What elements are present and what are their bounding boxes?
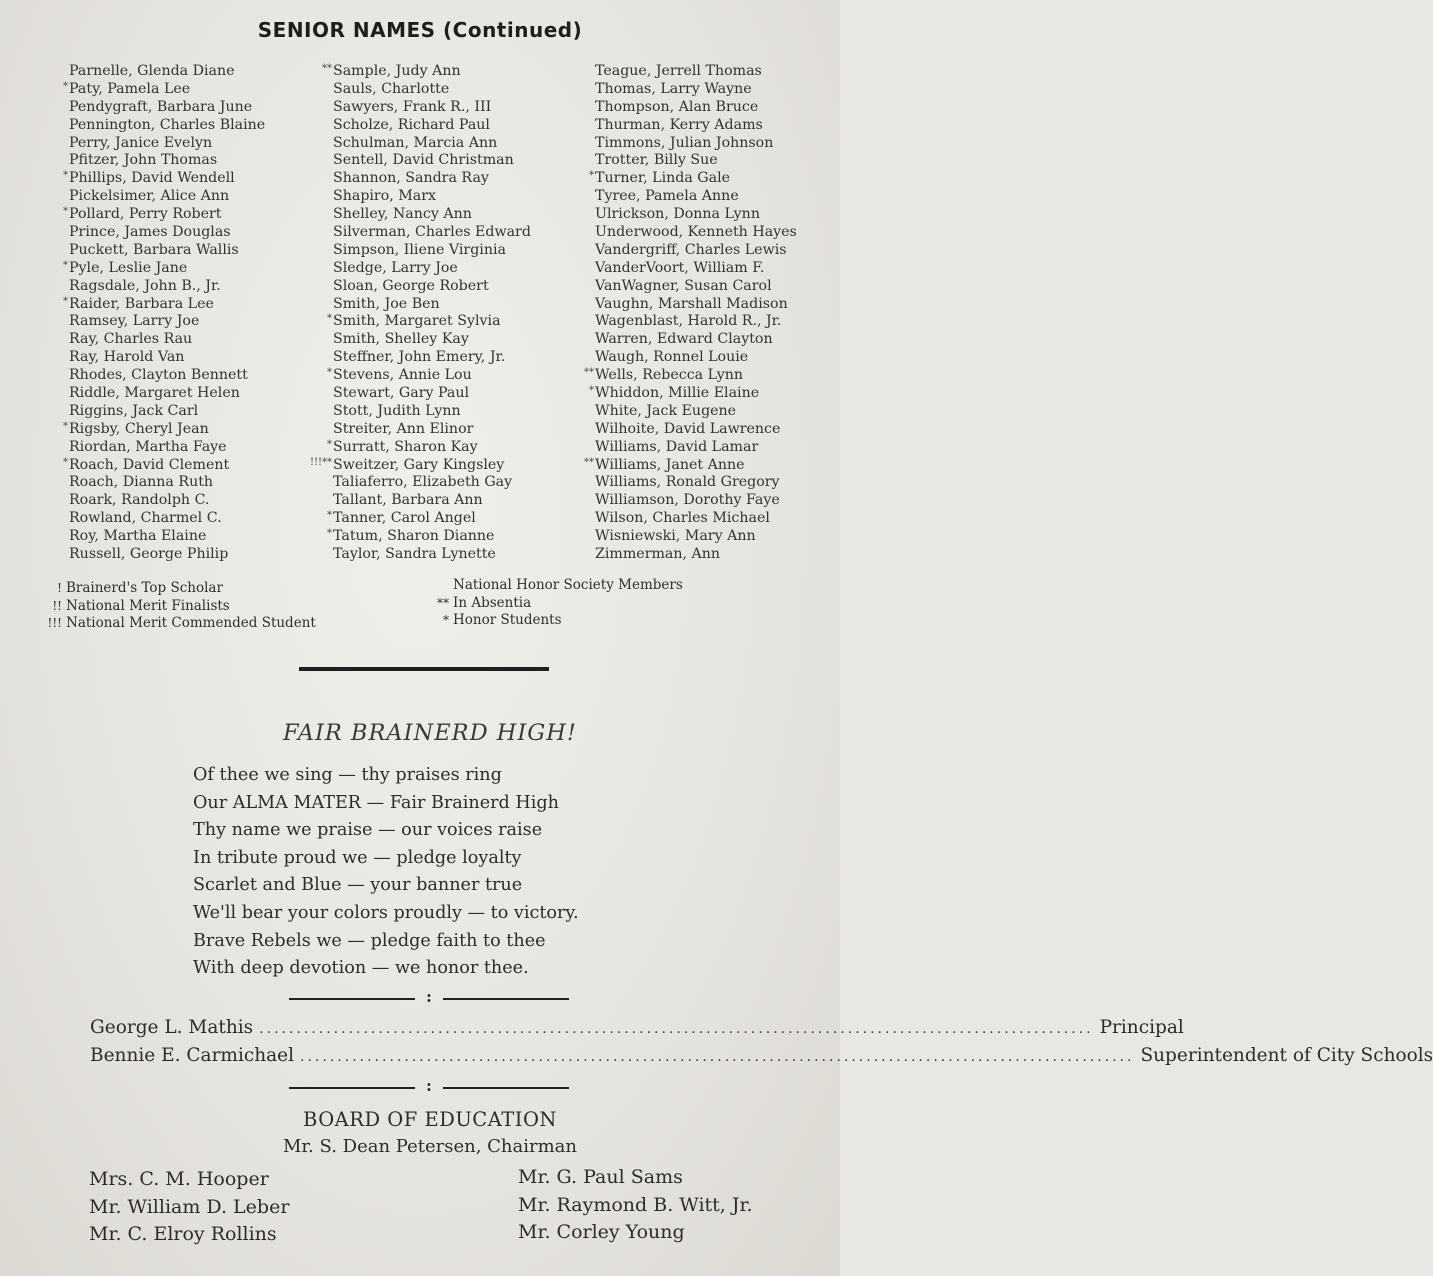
legend-item	[38, 580, 316, 598]
senior-name-row	[69, 135, 265, 153]
senior-name-row	[69, 367, 265, 385]
honor-mark: *	[327, 313, 332, 325]
senior-name: Simpson, Iliene Virginia	[333, 241, 506, 258]
senior-name: Steffner, John Emery, Jr.	[333, 349, 506, 366]
officer-title: Principal	[1099, 1017, 1184, 1038]
senior-name: Parnelle, Glenda Diane	[69, 63, 235, 79]
legend-text: National Merit Commended Student	[66, 615, 316, 632]
senior-name: Russell, George Philip	[69, 546, 229, 563]
senior-name: Wells, Rebecca Lynn	[595, 367, 744, 384]
senior-name-row	[69, 117, 265, 135]
legend-text: National Honor Society Members	[453, 577, 683, 593]
legend-item	[38, 615, 316, 633]
senior-name-row	[589, 385, 797, 403]
senior-name: Sauls, Charlotte	[333, 80, 450, 97]
senior-name-row	[595, 492, 797, 510]
senior-name-row	[595, 296, 797, 314]
lyric-line: Brave Rebels we — pledge faith to thee	[193, 930, 546, 951]
senior-name: Teague, Jerrell Thomas	[595, 63, 762, 79]
board-member: Mr. Corley Young	[518, 1221, 685, 1243]
senior-name-row	[595, 403, 797, 421]
senior-name-row	[584, 456, 797, 475]
honor-mark: *	[63, 80, 68, 92]
senior-name: Ramsey, Larry Joe	[69, 313, 200, 330]
legend-mark: !!	[52, 598, 62, 613]
senior-name: Zimmerman, Ann	[595, 546, 721, 563]
senior-name-row	[327, 438, 531, 457]
senior-name-row	[333, 224, 531, 242]
senior-name: Pickelsimer, Alice Ann	[69, 188, 230, 205]
separator-colon: :	[426, 987, 432, 1006]
senior-name-row	[69, 63, 265, 81]
honor-mark: **	[584, 367, 594, 379]
senior-name: Pollard, Perry Robert	[69, 206, 222, 223]
senior-name-row	[322, 63, 531, 81]
senior-name-row	[333, 492, 531, 510]
lyric-line: In tribute proud we — pledge loyalty	[193, 847, 522, 868]
senior-name: Whiddon, Millie Elaine	[595, 385, 760, 402]
senior-name-row	[595, 474, 797, 492]
separator-2	[289, 1076, 569, 1095]
senior-name-row	[69, 546, 265, 564]
legend-item	[425, 595, 683, 613]
senior-name-row	[327, 528, 531, 546]
senior-name-row	[333, 242, 531, 260]
senior-name: Tyree, Pamela Anne	[595, 188, 739, 205]
honor-mark: *	[327, 510, 332, 522]
senior-name-row	[333, 188, 531, 206]
senior-name-row	[69, 188, 265, 206]
senior-name: Riggins, Jack Carl	[69, 402, 199, 419]
senior-name: Rhodes, Clayton Bennett	[69, 367, 248, 384]
legend-mark: **	[437, 595, 449, 610]
senior-name: Taylor, Sandra Lynette	[333, 546, 496, 563]
senior-name: Surratt, Sharon Kay	[333, 438, 478, 455]
honor-mark: *	[63, 206, 68, 218]
officer-principal	[90, 1017, 1184, 1038]
senior-name-row	[595, 117, 797, 135]
senior-name: Wilson, Charles Michael	[595, 510, 770, 527]
senior-name-row	[69, 510, 265, 528]
senior-name: Sweitzer, Gary Kingsley	[333, 456, 505, 473]
senior-name-row	[333, 170, 531, 188]
senior-name: Vandergriff, Charles Lewis	[595, 241, 787, 258]
senior-name-row	[595, 528, 797, 546]
senior-name-row	[333, 403, 531, 421]
senior-name: Phillips, David Wendell	[69, 170, 235, 187]
senior-name: Perry, Janice Evelyn	[69, 134, 213, 151]
senior-name: Thompson, Alan Bruce	[595, 98, 759, 115]
legend-text: Brainerd's Top Scholar	[66, 580, 223, 596]
honor-mark: !!!**	[309, 456, 332, 468]
senior-name-row	[595, 260, 797, 278]
senior-name: Timmons, Julian Johnson	[595, 134, 774, 151]
senior-name: VanderVoort, William F.	[595, 259, 765, 276]
senior-name: Wisniewski, Mary Ann	[595, 528, 756, 545]
senior-name: Ulrickson, Donna Lynn	[595, 206, 760, 223]
legend-text: Honor Students	[453, 612, 562, 629]
separator-line-right	[443, 1087, 569, 1089]
senior-name-row	[63, 170, 265, 188]
senior-name-row	[69, 99, 265, 117]
senior-name-row	[595, 510, 797, 528]
senior-name: Williams, Ronald Gregory	[595, 474, 780, 491]
senior-name: Ragsdale, John B., Jr.	[69, 277, 221, 294]
senior-name-row	[69, 242, 265, 260]
senior-name-row	[69, 224, 265, 242]
senior-name-row	[69, 385, 265, 403]
senior-name: Shapiro, Marx	[333, 188, 437, 205]
senior-name: Smith, Shelley Kay	[333, 331, 469, 348]
legend-text: National Merit Finalists	[66, 597, 230, 614]
senior-name-row	[309, 456, 531, 475]
senior-name-row	[333, 385, 531, 403]
honor-mark: *	[63, 259, 68, 271]
board-members-right	[518, 1164, 753, 1247]
legend-text: In Absentia	[453, 594, 532, 611]
senior-name-row	[333, 81, 531, 99]
senior-name-row	[69, 439, 265, 457]
senior-name: Tanner, Carol Angel	[333, 510, 476, 527]
page-title: SENIOR NAMES (Continued)	[257, 18, 583, 42]
officer-title: Superintendent of City Schools	[1140, 1045, 1433, 1066]
alma-mater-title: FAIR BRAINERD HIGH!	[283, 720, 577, 746]
senior-name: Stewart, Gary Paul	[333, 385, 470, 402]
senior-name-row	[63, 206, 265, 224]
senior-name-row	[595, 63, 797, 81]
board-member: Mr. William D. Leber	[89, 1195, 290, 1218]
senior-name-row	[589, 170, 797, 188]
honor-mark: *	[63, 456, 68, 468]
senior-name-row	[595, 331, 797, 349]
names-column-2	[309, 63, 531, 564]
officer-superintendent	[90, 1045, 1433, 1066]
senior-name: Silverman, Charles Edward	[333, 224, 531, 241]
senior-name: Thurman, Kerry Adams	[595, 116, 763, 133]
legend-right	[425, 577, 683, 630]
names-column-1	[63, 63, 266, 564]
lyric-line: Thy name we praise — our voices raise	[193, 820, 543, 841]
senior-name: VanWagner, Susan Carol	[595, 277, 772, 294]
senior-name: Riordan, Martha Faye	[69, 438, 227, 455]
senior-name: Raider, Barbara Lee	[69, 295, 214, 312]
senior-name: Wagenblast, Harold R., Jr.	[595, 313, 782, 330]
senior-name: Turner, Linda Gale	[595, 170, 731, 187]
senior-name-row	[595, 206, 797, 224]
senior-name: Tatum, Sharon Dianne	[333, 528, 495, 545]
senior-name-row	[595, 278, 797, 296]
senior-name: Sample, Judy Ann	[333, 63, 461, 79]
lyric-line: Scarlet and Blue — your banner true	[193, 875, 523, 896]
honor-mark: *	[589, 170, 594, 182]
senior-name-row	[333, 296, 531, 314]
senior-name: Smith, Joe Ben	[333, 295, 440, 312]
senior-name: Roy, Martha Elaine	[69, 528, 207, 545]
senior-name-row	[333, 331, 531, 349]
senior-name-row	[333, 260, 531, 278]
honor-mark: *	[63, 295, 68, 307]
senior-name: Smith, Margaret Sylvia	[333, 313, 501, 330]
legend-item	[425, 577, 683, 595]
senior-name: Tallant, Barbara Ann	[333, 492, 483, 509]
senior-name: Puckett, Barbara Wallis	[69, 241, 239, 258]
section-divider	[299, 667, 549, 671]
senior-name-row	[63, 295, 265, 314]
senior-name-row	[595, 81, 797, 99]
alma-mater-lyrics	[193, 762, 579, 983]
officer-name: George L. Mathis	[90, 1017, 254, 1038]
senior-name-row	[69, 278, 265, 296]
separator-1	[289, 987, 569, 1006]
senior-name-row	[333, 278, 531, 296]
senior-name: Stott, Judith Lynn	[333, 402, 461, 419]
senior-name: Rowland, Charmel C.	[69, 510, 222, 527]
leader-dots: ................................................................................................................	[300, 1049, 1135, 1065]
board-member: Mr. C. Elroy Rollins	[89, 1223, 277, 1245]
senior-name-row	[333, 206, 531, 224]
board-member: Mr. Raymond B. Witt, Jr.	[518, 1193, 753, 1216]
senior-name-row	[327, 367, 531, 385]
senior-name: Shelley, Nancy Ann	[333, 206, 472, 223]
senior-name-row	[333, 135, 531, 153]
senior-name: Roach, Dianna Ruth	[69, 474, 214, 491]
senior-name-row	[69, 152, 265, 170]
senior-name: Rigsby, Cheryl Jean	[69, 420, 209, 437]
honor-mark: *	[327, 528, 332, 540]
senior-name: Prince, James Douglas	[69, 224, 231, 241]
senior-name-row	[327, 510, 531, 528]
board-chairman: Mr. S. Dean Petersen, Chairman	[283, 1136, 577, 1157]
senior-name-row	[69, 331, 265, 349]
senior-name: Sawyers, Frank R., III	[333, 98, 492, 115]
senior-name-row	[333, 99, 531, 117]
senior-name: Pendygraft, Barbara June	[69, 98, 253, 115]
senior-name-row	[327, 313, 531, 331]
senior-name: Pennington, Charles Blaine	[69, 116, 266, 133]
senior-name: Sentell, David Christman	[333, 152, 514, 169]
legend-item	[38, 598, 316, 616]
senior-name-row	[63, 420, 265, 439]
senior-name-row	[595, 439, 797, 457]
honor-mark: *	[589, 385, 594, 397]
lyric-line: With deep devotion — we honor thee.	[193, 958, 529, 979]
senior-name: Scholze, Richard Paul	[333, 116, 490, 133]
senior-name: Riddle, Margaret Helen	[69, 385, 240, 402]
senior-name-row	[333, 152, 531, 170]
senior-name: Warren, Edward Clayton	[595, 331, 773, 348]
senior-name: Taliaferro, Elizabeth Gay	[333, 474, 513, 491]
senior-name: Williams, David Lamar	[595, 438, 759, 455]
senior-name-row	[69, 492, 265, 510]
legend-mark: !	[57, 581, 62, 595]
board-member: Mr. G. Paul Sams	[518, 1166, 683, 1188]
board-member: Mrs. C. M. Hooper	[89, 1168, 269, 1190]
senior-name: Sloan, George Robert	[333, 277, 489, 294]
senior-name-row	[69, 528, 265, 546]
senior-name: Williams, Janet Anne	[595, 456, 745, 473]
senior-name: Schulman, Marcia Ann	[333, 134, 498, 151]
senior-name-row	[595, 99, 797, 117]
honor-mark: **	[584, 456, 594, 468]
senior-name: Thomas, Larry Wayne	[595, 80, 752, 97]
senior-name-row	[69, 349, 265, 367]
honor-mark: *	[63, 420, 68, 432]
senior-name: Ray, Harold Van	[69, 349, 185, 366]
senior-name: Vaughn, Marshall Madison	[595, 295, 788, 312]
board-heading: BOARD OF EDUCATION	[303, 1108, 557, 1131]
senior-name-row	[595, 546, 797, 564]
senior-name: Pfitzer, John Thomas	[69, 152, 218, 169]
senior-name: Waugh, Ronnel Louie	[595, 349, 749, 366]
senior-name-row	[63, 80, 265, 99]
separator-colon: :	[426, 1076, 432, 1095]
senior-name-row	[333, 349, 531, 367]
senior-name: Paty, Pamela Lee	[69, 80, 191, 97]
senior-name-row	[63, 456, 265, 475]
leader-dots: ................................................................................................................	[259, 1021, 1094, 1037]
senior-name: Ray, Charles Rau	[69, 331, 193, 348]
senior-name-row	[595, 188, 797, 206]
senior-name: Underwood, Kenneth Hayes	[595, 224, 797, 241]
senior-name-row	[69, 313, 265, 331]
lyric-line: Our ALMA MATER — Fair Brainerd High	[193, 792, 559, 813]
senior-name-row	[333, 546, 531, 564]
senior-name: Shannon, Sandra Ray	[333, 170, 489, 187]
senior-name-row	[595, 224, 797, 242]
senior-name-row	[333, 421, 531, 439]
senior-name: Wilhoite, David Lawrence	[595, 420, 781, 437]
senior-name: Streiter, Ann Elinor	[333, 420, 474, 437]
separator-line-right	[443, 998, 569, 1000]
senior-name-row	[595, 135, 797, 153]
honor-mark: **	[322, 63, 332, 74]
senior-name: Sledge, Larry Joe	[333, 259, 458, 276]
senior-name-row	[333, 117, 531, 135]
lyric-line: We'll bear your colors proudly — to victory.	[193, 902, 579, 923]
senior-name-row	[69, 403, 265, 421]
honor-mark: *	[327, 367, 332, 379]
senior-name: Williamson, Dorothy Faye	[595, 492, 780, 509]
senior-name-row	[584, 367, 797, 385]
legend-mark: *	[443, 613, 449, 628]
senior-name-row	[63, 259, 265, 278]
senior-name-row	[595, 242, 797, 260]
senior-name-row	[595, 349, 797, 367]
senior-name-row	[595, 152, 797, 170]
senior-name: Trotter, Billy Sue	[595, 152, 718, 169]
officer-name: Bennie E. Carmichael	[90, 1045, 295, 1066]
senior-name: Roark, Randolph C.	[69, 492, 210, 509]
legend-left	[38, 580, 316, 633]
honor-mark: *	[327, 438, 332, 450]
names-column-3	[584, 63, 797, 564]
senior-name-row	[595, 313, 797, 331]
senior-name: Pyle, Leslie Jane	[69, 259, 188, 276]
lyric-line: Of thee we sing — thy praises ring	[193, 765, 502, 785]
legend-mark: !!!	[47, 616, 62, 631]
senior-name: White, Jack Eugene	[595, 402, 737, 419]
senior-name: Roach, David Clement	[69, 456, 230, 473]
senior-name-row	[595, 421, 797, 439]
senior-name: Stevens, Annie Lou	[333, 367, 472, 384]
legend-item	[425, 612, 683, 630]
senior-name-row	[69, 474, 265, 492]
honor-mark: *	[63, 170, 68, 182]
senior-name-row	[333, 474, 531, 492]
board-members-left	[89, 1166, 289, 1249]
